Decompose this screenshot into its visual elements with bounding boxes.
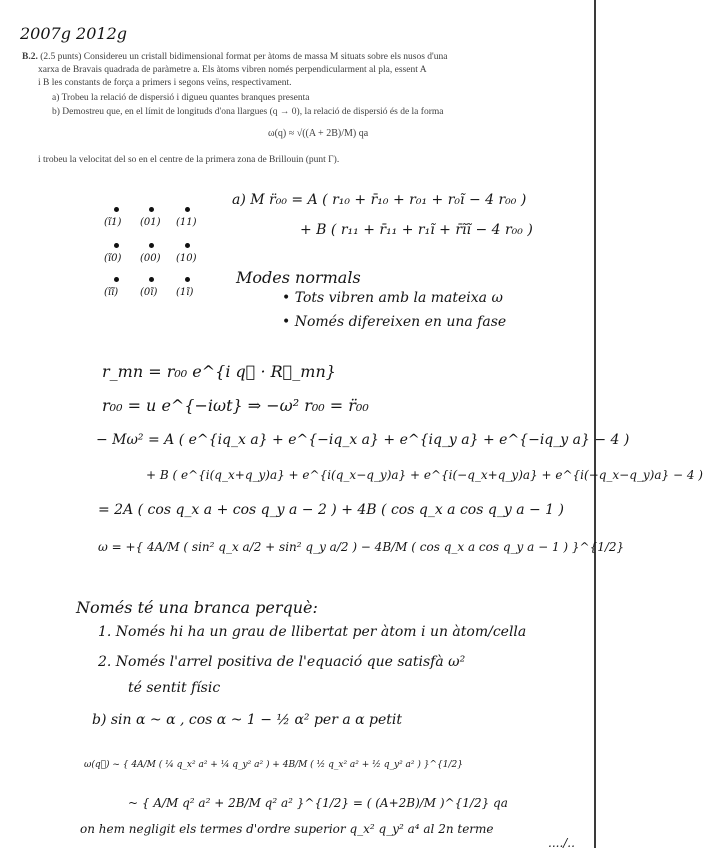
modes-item-1: • Tots vibren amb la mateixa ω <box>282 290 503 306</box>
lattice-label: (ĩĩ) <box>104 287 119 298</box>
lattice-point <box>114 207 119 212</box>
lattice-point <box>114 277 119 282</box>
lattice-point <box>149 207 154 212</box>
problem-line-1 <box>22 52 447 62</box>
lattice-label: (ĩ0) <box>104 253 122 264</box>
branch-item-2: 2. Només l'arrel positiva de l'equació que satisfà ω² <box>98 654 466 670</box>
problem-formula: ω(q) ≈ √((A + 2B)/M) qa <box>268 128 369 139</box>
lattice-label: (ĩ1) <box>104 217 122 228</box>
problem-footer: i trobeu la velocitat del so en el centre de la primera zona de Brillouin (punt Γ). <box>38 155 340 165</box>
eq-b-1: ω(q⃗) ~ { 4A/M ( ¼ q_x² a² + ¼ q_y² a² ) + 4B/M ( ½ q_x² a² + ½ q_y² a² ) }^{1/2} <box>84 760 463 770</box>
lattice-diagram <box>100 203 220 303</box>
note-neglect: on hem negligit els termes d'ordre superior q_x² q_y² a⁴ al 2n terme <box>80 822 494 836</box>
eq-motion-a: a) M r̈₀₀ = A ( r₁₀ + r̄₁₀ + r₀₁ + r₀ĩ − 4 r₀₀ ) <box>232 192 527 208</box>
lattice-point <box>185 243 190 248</box>
eq-b-2: ~ { A/M q² a² + 2B/M q² a² }^{1/2} = ( (A+2B)/M )^{1/2} qa <box>128 796 508 810</box>
lattice-point <box>149 243 154 248</box>
continuation-mark: ..../.. <box>548 836 575 850</box>
problem-text-1: Considereu un cristall bidimensional format per àtoms de massa M situats sobre els nusos d'una <box>83 52 448 62</box>
lattice-label: (00) <box>140 253 161 264</box>
problem-points: (2.5 punts) <box>40 52 82 62</box>
eq-r00: r₀₀ = u e^{−iωt} ⇒ −ω² r₀₀ = r̈₀₀ <box>102 396 369 415</box>
lattice-label: (10) <box>176 253 197 264</box>
lattice-point <box>149 277 154 282</box>
lattice-point <box>114 243 119 248</box>
lattice-label: (01) <box>140 217 161 228</box>
problem-line-2: xarxa de Bravais quadrada de paràmetre a. Els àtoms vibren només perpendicularment al pla, essent A <box>38 65 427 75</box>
eq-motion-b: + B ( r₁₁ + r̄₁₁ + r₁ĩ + r̄ĩĩ − 4 r₀₀ ) <box>300 222 533 238</box>
branch-item-1: 1. Només hi ha un grau de llibertat per àtom i un àtom/cella <box>98 624 527 640</box>
eq-rmn: r_mn = r₀₀ e^{i q⃗ · R⃗_mn} <box>102 362 336 381</box>
lattice-label: (1ĩ) <box>176 287 194 298</box>
problem-line-3: i B les constants de força a primers i segons veïns, respectivament. <box>38 78 292 88</box>
modes-item-2: • Només difereixen en una fase <box>282 314 507 330</box>
modes-title: Modes normals <box>236 268 361 287</box>
lattice-point <box>185 277 190 282</box>
problem-part-a: a) Trobeu la relació de dispersió i digueu quantes branques presenta <box>52 93 310 103</box>
header-note: 2007g 2012g <box>20 24 128 43</box>
lattice-label: (0ĩ) <box>140 287 158 298</box>
problem-number: B.2. <box>22 52 38 62</box>
problem-part-b: b) Demostreu que, en el límit de longituds d'ona llargues (q → 0), la relació de dispersió és de la forma <box>52 107 444 117</box>
branch-title: Només té una branca perquè: <box>76 598 318 617</box>
page-edge <box>594 0 596 848</box>
eq-omega: ω = +{ 4A/M ( sin² q_x a/2 + sin² q_y a/2 ) − 4B/M ( cos q_x a cos q_y a − 1 ) }^{1/2} <box>98 540 625 554</box>
eq-mw-1: − Mω² = A ( e^{iq_x a} + e^{−iq_x a} + e^{iq_y a} + e^{−iq_y a} − 4 ) <box>96 432 630 448</box>
lattice-point <box>185 207 190 212</box>
branch-item-2-cont: té sentit físic <box>128 680 221 696</box>
eq-mw-2: + B ( e^{i(q_x+q_y)a} + e^{i(q_x−q_y)a} + e^{i(−q_x+q_y)a} + e^{i(−q_x−q_y)a} − 4 ) <box>146 468 703 482</box>
eq-mw-3: = 2A ( cos q_x a + cos q_y a − 2 ) + 4B ( cos q_x a cos q_y a − 1 ) <box>98 502 564 518</box>
small-angle-approx: b) sin α ~ α , cos α ~ 1 − ½ α² per a α petit <box>92 712 403 728</box>
lattice-label: (11) <box>176 217 197 228</box>
